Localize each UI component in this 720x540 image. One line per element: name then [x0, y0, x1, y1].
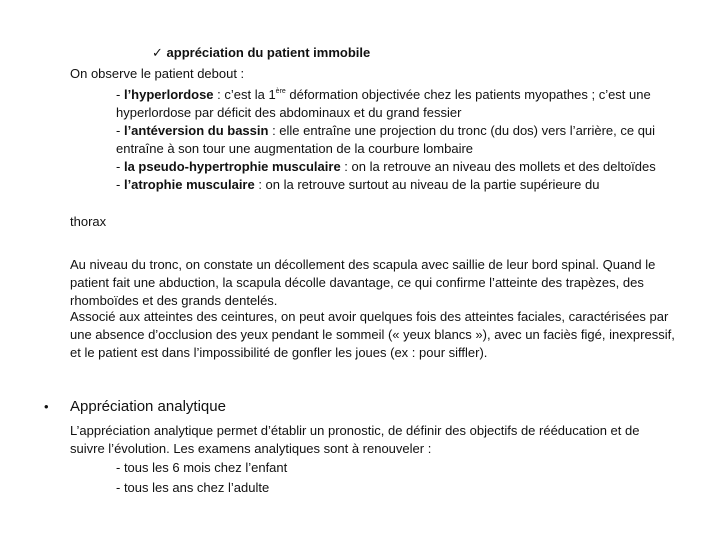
paragraph-trunk: Au niveau du tronc, on constate un décollement des scapula avec saillie de leur bord spinal. Quand le patient fait une abduction, la scapula décolle davantage, ce qui confirme l’atteinte des trapèzes, des rhomboïdes et des grands dentelés.	[70, 257, 656, 308]
list-item: - l’hyperlordose : c’est la 1ère déformation objectivée chez les patients myopathes ; c’est une hyperlordose par déficit des abdominaux et du grand fessier	[116, 87, 651, 120]
superscript: ère	[275, 88, 286, 95]
item-term: l’atrophie musculaire	[123, 177, 255, 192]
section-title-text: appréciation du patient immobile	[166, 45, 371, 60]
item-term: la pseudo-hypertrophie musculaire	[123, 159, 341, 174]
list-item: - la pseudo-hypertrophie musculaire : on la retrouve an niveau des mollets et des deltoïdes	[116, 159, 656, 174]
section-title-immobile	[152, 44, 370, 62]
list-item: - tous les 6 mois chez l’enfant	[116, 460, 288, 475]
item-term: l’antéversion du bassin	[123, 123, 269, 138]
intro-text: On observe le patient debout :	[70, 66, 245, 81]
thorax-text: thorax	[70, 214, 107, 229]
frequency-list	[116, 458, 287, 498]
list-item: - tous les ans chez l’adulte	[116, 480, 270, 495]
section-heading-analytique: Appréciation analytique	[70, 398, 226, 415]
bullet-icon: •	[44, 399, 49, 414]
observation-list	[116, 86, 681, 194]
paragraph-facial: Associé aux atteintes des ceintures, on peut avoir quelques fois des atteintes faciales, caractérisées par une absence d’occlusion des yeux pendant le sommeil (« yeux blancs »), avec un faciès figé, inexpressif, et le patient est dans l’impossibilité de gonfler les joues (ex : pour siffler).	[70, 309, 675, 360]
checkmark-icon: ✓	[152, 45, 163, 60]
list-item: - l’atrophie musculaire : on la retrouve surtout au niveau de la partie supérieure du	[116, 177, 600, 192]
list-item: - l’antéversion du bassin : elle entraîne une projection du tronc (du dos) vers l’arrière, ce qui entraîne à son tour une augmentation de la courbure lombaire	[116, 123, 656, 156]
item-term: l’hyperlordose	[123, 87, 214, 102]
paragraph-analytique: L’appréciation analytique permet d’établir un pronostic, de définir des objectifs de rééducation et de suivre l’évolution. Les examens analytiques sont à renouveler :	[70, 423, 640, 456]
